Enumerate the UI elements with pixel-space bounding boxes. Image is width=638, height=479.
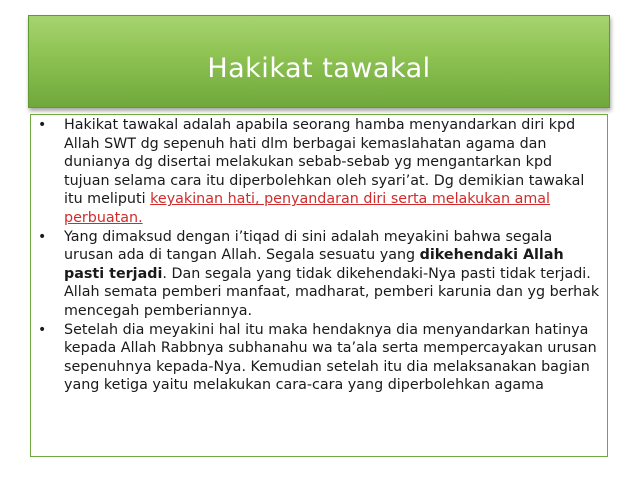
content-box <box>30 114 608 457</box>
bullet-1-text: Hakikat tawakal adalah apabila seorang hamba menyandarkan diri kpd Allah SWT dg sepenuh hati dlm berbagai kemaslahatan agama dan dunianya dg disertai melakukan sebab-sebab yg mengantarkan kpd tujuan selama cara itu diperbolehkan oleh syari’at. Dg demikian tawakal itu meliputi <box>64 117 585 208</box>
bullet-1-highlight: keyakinan hati, penyandaran diri serta melakukan amal perbuatan. <box>64 191 551 226</box>
bullet-item-1 <box>36 116 601 228</box>
bullet-2-text-after: . Dan segala yang tidak dikehendaki-Nya pasti tidak terjadi. Allah semata pemberi manfaat, madharat, pemberi karunia dan yg berhak mencegah pemberiannya. <box>64 265 600 319</box>
bullet-icon: • <box>38 117 47 133</box>
bullet-item-2 <box>36 228 601 321</box>
bullet-icon: • <box>38 321 47 338</box>
title-bar <box>28 15 610 108</box>
bullet-list <box>36 116 601 395</box>
bullet-item-3 <box>36 321 601 395</box>
slide-title: Hakikat tawakal <box>207 53 431 84</box>
bullet-2-bold: dikehendaki Allah pasti terjadi <box>64 247 564 282</box>
bullet-2-text-before: Yang dimaksud dengan i’tiqad di sini adalah meyakini bahwa segala urusan ada di tangan Allah. Segala sesuatu yang <box>64 228 553 264</box>
bullet-icon: • <box>38 228 47 245</box>
bullet-3-text: Setelah dia meyakini hal itu maka hendaknya dia menyandarkan hatinya kepada Allah Rabbnya subhanahu wa ta’ala serta mempercayakan urusan sepenuhnya kepada-Nya. Kemudian setelah itu dia melaksanakan bagian yang ketiga yaitu melakukan cara-cara yang diperbolehkan agama <box>64 321 597 394</box>
